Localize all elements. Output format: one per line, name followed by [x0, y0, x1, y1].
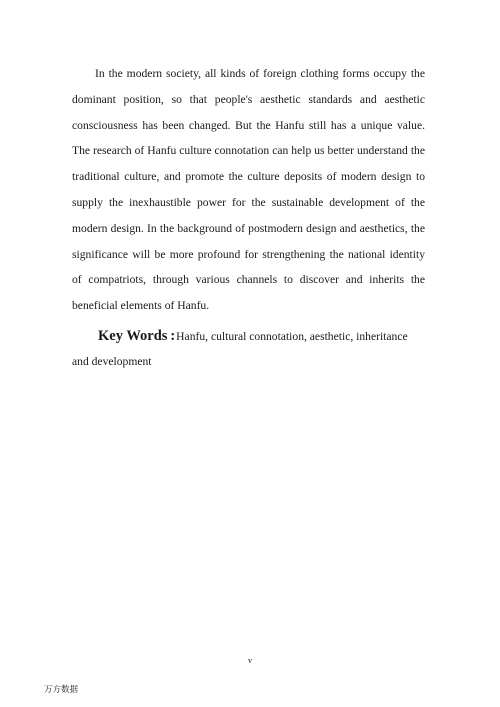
keywords-colon: :	[170, 328, 176, 344]
source-watermark: 万方数据	[44, 685, 79, 695]
keywords-label: Key Words	[98, 328, 168, 344]
abstract-paragraph: In the modern society, all kinds of foreign clothing forms occupy the dominant position, so that people's aesthetic standards and aesthetic consciousness has been changed. But the Hanfu still has a unique value. The research of Hanfu culture connotation can help us better understand the traditional culture, and promote the culture deposits of modern design to supply the inexhaustible power for the sustainable development of the modern design. In the background of postmodern design and aesthetics, the significance will be more profound for strengthening the national identity of compatriots, through various channels to discover and inherits the beneficial elements of Hanfu.	[72, 67, 425, 313]
page-number: v	[248, 656, 252, 665]
keywords-line	[72, 324, 425, 374]
keywords-text: Hanfu, cultural connotation, aesthetic, inheritance and development	[72, 330, 408, 368]
